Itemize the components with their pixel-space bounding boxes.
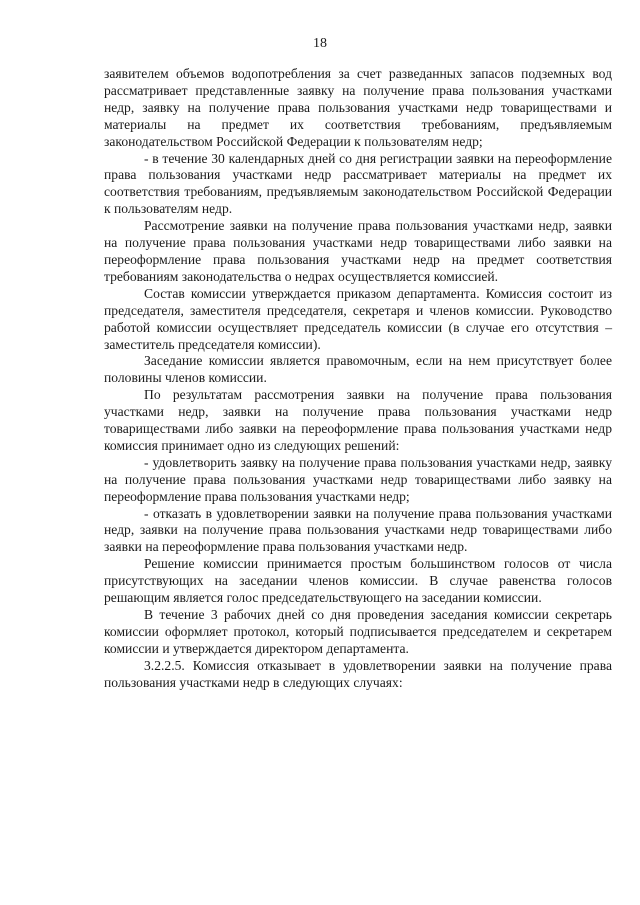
paragraph: По результатам рассмотрения заявки на получение права пользования участками недр, заявки на получение права пользования участками недр товариществами либо заявки на переоформление права пользования участками недр комиссия принимает одно из следующих решений: — [104, 387, 612, 453]
paragraph: Заседание комиссии является правомочным, если на нем присутствует более половины членов комиссии. — [104, 353, 612, 386]
page-number: 18 — [313, 36, 327, 51]
list-item: - в течение 30 календарных дней со дня регистрации заявки на переоформление права пользования участками недр рассматривает материалы на предмет их соответствия требованиям, предъявляемым законодательством Российской Федерации к пользователям недр. — [104, 150, 612, 217]
document-body — [104, 66, 612, 692]
section-heading-3-2-2-5: 3.2.2.5. Комиссия отказывает в удовлетворении заявки на получение права пользования участками недр в следующих случаях: — [104, 657, 612, 690]
paragraph: Решение комиссии принимается простым большинством голосов от числа присутствующих на заседании членов комиссии. В случае равенства голосов решающим является голос председательствующего на заседании комиссии. — [104, 556, 612, 606]
list-item: - отказать в удовлетворении заявки на получение права пользования участками недр, заявки на получение права пользования участками недр товариществами либо заявки на переоформление права пользования участками недр. — [104, 505, 612, 555]
paragraph: Рассмотрение заявки на получение права пользования участками недр, заявки на получение права пользования участками недр товариществами либо заявки на переоформление права пользования участками недр на предмет соответствия требованиям законодательства о недрах осуществляется комиссией. — [104, 218, 612, 284]
paragraph-continuation: заявителем объемов водопотребления за счет разведанных запасов подземных вод рассматривает представленные заявку на получение права пользования участками недр, заявку на получение права пользования участками недр товариществами и материалы на предмет их соответствия требованиям, предъявляемым законодательством Российской Федерации к пользователям недр; — [104, 66, 612, 149]
list-item: - удовлетворить заявку на получение права пользования участками недр, заявку на получение права пользования участками недр товариществами либо заявку на переоформление права пользования участками недр; — [104, 454, 612, 504]
paragraph: В течение 3 рабочих дней со дня проведения заседания комиссии секретарь комиссии оформляет протокол, который подписывается председателем и секретарем комиссии и утверждается директором департамента. — [104, 607, 612, 656]
paragraph: Состав комиссии утверждается приказом департамента. Комиссия состоит из председателя, заместителя председателя, секретаря и членов комиссии. Руководство работой комиссии осуществляет председатель комиссии (в случае его отсутствия – заместитель председателя комиссии). — [104, 285, 612, 352]
